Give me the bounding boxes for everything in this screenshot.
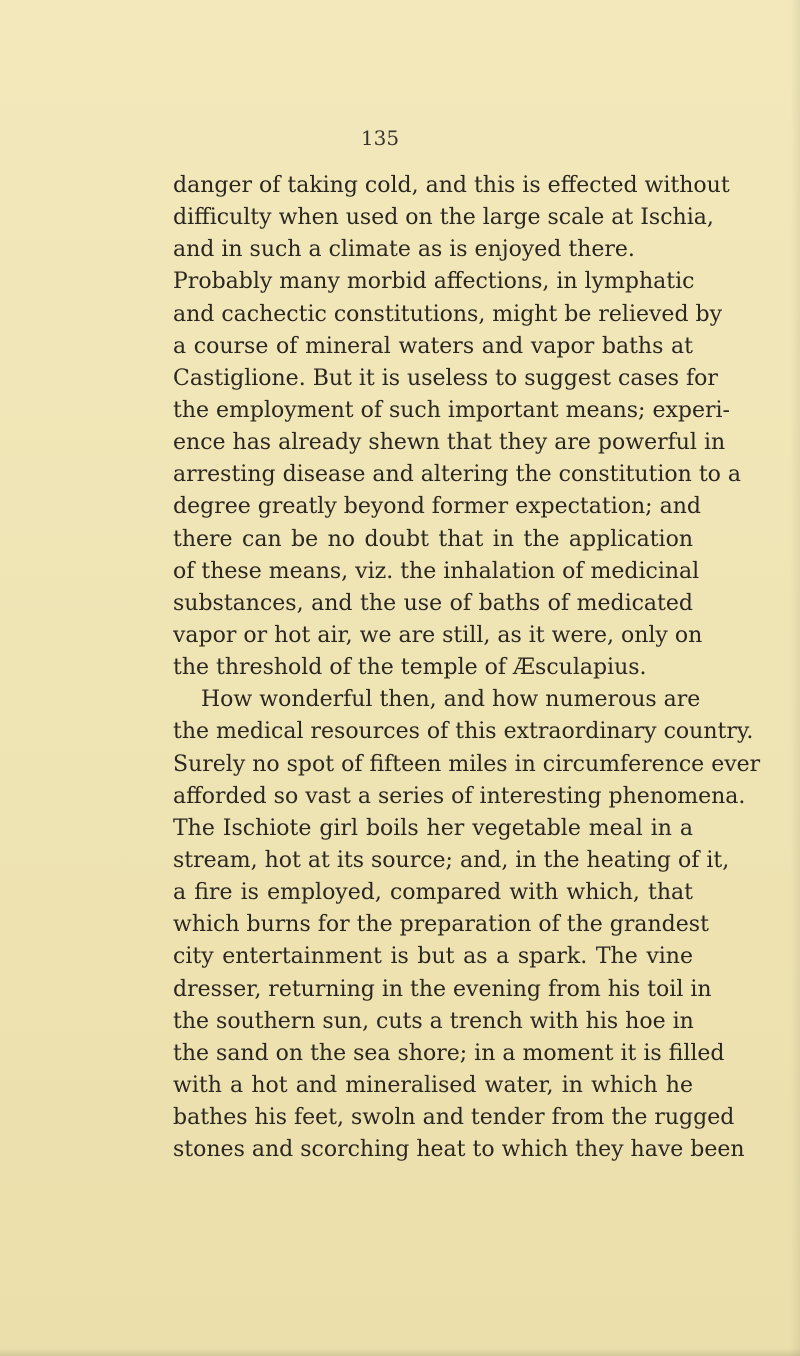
text-line: stream, hot at its source; and, in the heating of it, [173,847,730,873]
text-line: with a hot and mineralised water, in which he [173,1072,693,1098]
text-line: the sand on the sea shore; in a moment it is filled [173,1040,725,1066]
text-line: the employment of such important means; experi- [173,397,730,423]
text-line: which burns for the preparation of the grandest [173,912,709,938]
text-line: stones and scorching heat to which they have been [173,1137,745,1163]
text-line: vapor or hot air, we are still, as it were, only on [173,622,703,648]
page-edge-shadow [790,0,800,1356]
text-line: of these means, viz. the inhalation of medicinal [173,558,700,584]
text-line: substances, and the use of baths of medicated [173,590,693,616]
text-line: the medical resources of this extraordinary country. [173,719,754,745]
text-line: difficulty when used on the large scale at Ischia, [173,205,714,231]
text-line: a fire is employed, compared with which, that [173,880,693,906]
text-line: the southern sun, cuts a trench with his hoe in [173,1008,694,1034]
text-line: there can be no doubt that in the application [173,526,693,552]
text-line: and in such a climate as is enjoyed there. [173,237,635,263]
text-line: and cachectic constitutions, might be relieved by [173,301,723,327]
text-line: The Ischiote girl boils her vegetable meal in a [173,815,693,841]
text-line: Probably many morbid affections, in lymphatic [173,269,695,295]
text-line: degree greatly beyond former expectation; and [173,494,701,520]
page-number: 135 [360,126,400,150]
text-line: a course of mineral waters and vapor baths at [173,333,693,359]
text-line: city entertainment is but as a spark. The vine [173,944,693,970]
text-line: ence has already shewn that they are powerful in [173,430,726,456]
text-line: bathes his feet, swoln and tender from the rugged [173,1105,735,1131]
text-line: dresser, returning in the evening from his toil in [173,976,712,1002]
text-line: Surely no spot of fifteen miles in circumference ever [173,751,761,777]
text-line: afforded so vast a series of interesting phenomena. [173,783,746,809]
text-line: How wonderful then, and how numerous are [201,687,701,713]
text-line: danger of taking cold, and this is effected without [173,173,730,198]
text-line: the threshold of the temple of Æsculapius. [173,655,647,681]
text-line: Castiglione. But it is useless to suggest cases for [173,365,718,391]
text-line: arresting disease and altering the constitution to a [173,462,742,488]
page-bottom-edge [0,1348,800,1356]
body-text [173,170,761,1166]
